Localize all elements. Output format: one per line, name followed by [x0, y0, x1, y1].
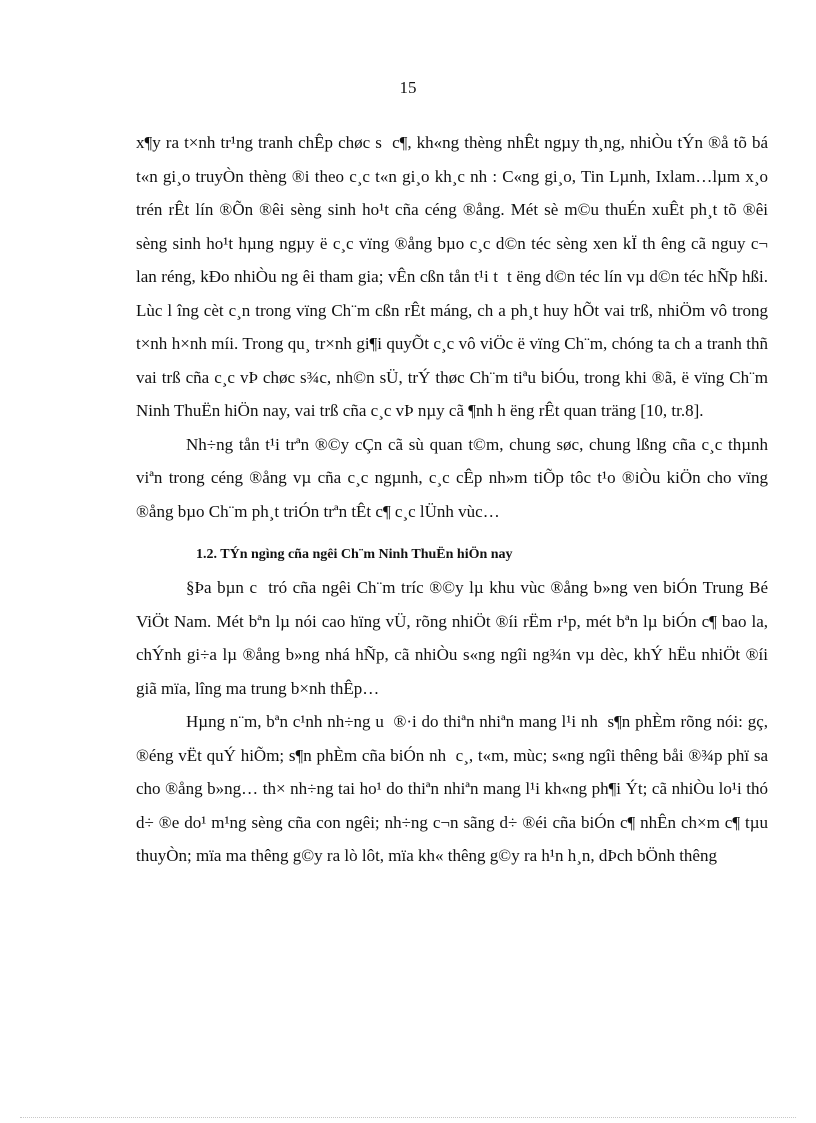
- paragraph: x¶y ra t×nh tr¹ng tranh chÊp chøc s c¶, kh«ng thèng nhÊt ngµy th¸ng, nhiÒu tÝn ®å tõ bá t«n gi¸o truyÒn thèng ®i theo c¸c t«n gi¸o kh¸c nh : C«ng gi¸o, Tin Lµnh, Ixlam…lµm x¸o trén rÊt lín ®Õn ®êi sèng sinh ho¹t cña céng ®ång. Mét sè m©u thuÉn xuÊt ph¸t tõ ®êi sèng sinh ho¹t hµng ngµy ë c¸c vïng ®ång bµo c¸c d©n téc sèng xen kÏ th êng cã nguy c¬ lan réng, kÐo nhiÒu ng êi tham gia; vÊn cßn tån t¹i t t ëng d©n téc lín vµ d©n téc hÑp hßi. Lùc l îng cèt c¸n trong vïng Ch¨m cßn rÊt máng, ch a ph¸t huy hÕt vai trß, nhiÖm vô trong t×nh h×nh míi. Trong qu¸ tr×nh gi¶i quyÕt c¸c vô viÖc ë vïng Ch¨m, chóng ta ch a tranh thñ vai trß cña c¸c vÞ chøc s¾c, nh©n sÜ, trÝ thøc Ch¨m tiªu biÓu, trong khi ®ã, ë vïng Ch¨m Ninh ThuËn hiÖn nay, vai trß cña c¸c vÞ nµy cã ¶nh h ëng rÊt quan träng [10, tr.8].: [136, 133, 768, 420]
- page-body: [136, 126, 768, 873]
- paragraph: Nh÷ng tån t¹i trªn ®©y cÇn cã sù quan t©m, chung søc, chung lßng cña c¸c thµnh viªn trong céng ®ång vµ cña c¸c ngµnh, c¸c cÊp nh»m tiÕp tôc t¹o ®iÒu kiÖn cho vïng ®ång bµo Ch¨m ph¸t triÓn trªn tÊt c¶ c¸c lÜnh vùc…: [136, 434, 768, 521]
- page-bottom-rule: [20, 1117, 796, 1118]
- paragraph: Hµng n¨m, bªn c¹nh nh÷ng u ®·i do thiªn nhiªn mang l¹i nh s¶n phÈm rõng nói: gç, ®éng vËt quÝ hiÕm; s¶n phÈm cña biÓn nh c¸, t«m, mùc; s«ng ngîi thêng båi ®¾p phï sa cho ®ång b»ng… th× nh÷ng tai ho¹ do thiªn nhiªn mang l¹i kh«ng ph¶i Ýt; cã nhiÒu lo¹i thó d÷ ®e do¹ m¹ng sèng cña con ngêi; nh÷ng c¬n sãng d÷ ®éi cña biÓn c¶ nhÊn ch×m c¶ tµu thuyÒn; mïa ma thêng g©y ra lò lôt, mïa kh« thêng g©y ra h¹n h¸n, dÞch bÖnh thêng: [136, 712, 768, 865]
- page-number: 15: [399, 78, 417, 97]
- paragraph: §Þa bµn c tró cña ngêi Ch¨m tríc ®©y lµ khu vùc ®ång b»ng ven biÓn Trung Bé ViÖt Nam. Mét bªn lµ nói cao hïng vÜ, rõng nhiÖt ®íi rËm r¹p, mét bªn lµ biÓn c¶ bao la, chÝnh gi÷a lµ ®ång b»ng nhá hÑp, cã nhiÒu s«ng ngîi ng¾n vµ dèc, khÝ hËu nhiÖt ®íi giã mïa, lîng ma trung b×nh thÊp…: [136, 578, 768, 698]
- section-heading: 1.2. TÝn ngìng cña ngêi Ch¨m Ninh ThuËn hiÖn nay: [196, 547, 513, 562]
